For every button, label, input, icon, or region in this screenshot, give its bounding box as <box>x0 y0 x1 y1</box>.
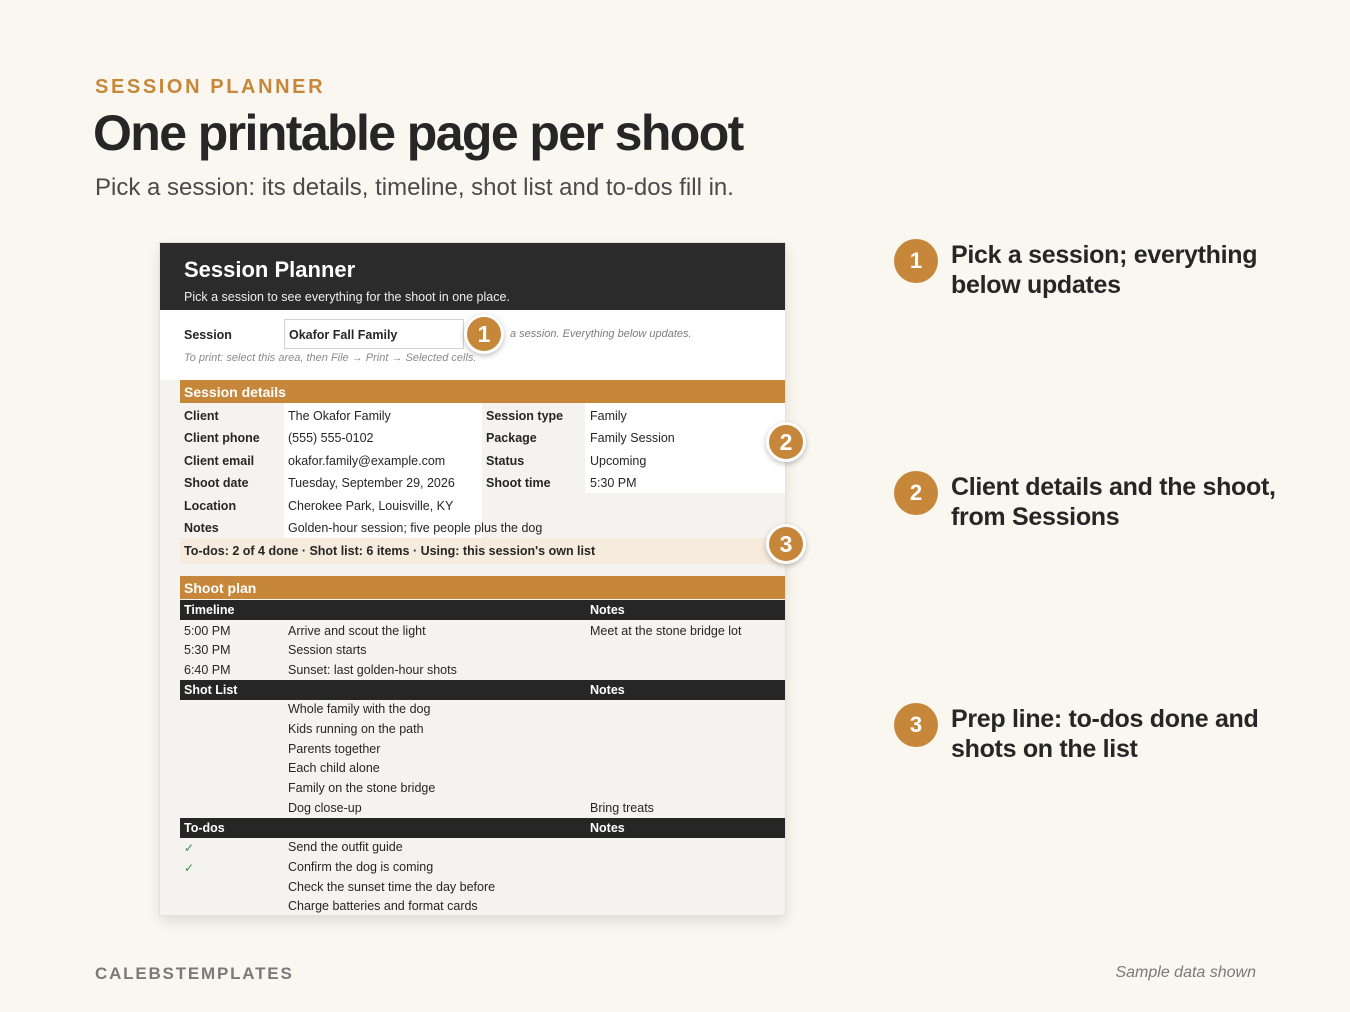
todos-title: To-dos <box>184 821 225 835</box>
detail-value: Tuesday, September 29, 2026 <box>288 476 455 490</box>
shoot-plan-header: Shoot plan <box>180 576 785 599</box>
detail-label: Package <box>486 431 537 445</box>
todo-item: Check the sunset time the day before <box>288 880 496 894</box>
shotlist-header <box>180 680 785 700</box>
detail-label: Shoot time <box>486 476 551 490</box>
detail-label: Session type <box>486 409 564 423</box>
shot-item: Parents together <box>288 742 381 756</box>
shotlist-title: Shot List <box>184 683 238 697</box>
details-value-column <box>284 403 482 538</box>
notes-column-header: Notes <box>590 683 625 697</box>
sample-data-note: Sample data shown <box>1115 964 1256 981</box>
detail-value: 5:30 PM <box>590 476 637 490</box>
detail-value: The Okafor Family <box>288 409 391 423</box>
timeline-time: 5:30 PM <box>184 643 231 657</box>
sheet-header <box>160 243 785 310</box>
shot-note: Bring treats <box>590 801 654 815</box>
detail-label: Client <box>184 409 219 423</box>
session-details-header: Session details <box>180 380 785 403</box>
detail-label: Notes <box>184 521 219 535</box>
todo-item: Send the outfit guide <box>288 840 403 854</box>
timeline-item: Session starts <box>288 643 367 657</box>
detail-value: Cherokee Park, Louisville, KY <box>288 499 454 513</box>
shot-item: Each child alone <box>288 761 380 775</box>
sheet-title: Session Planner <box>184 257 356 282</box>
todo-item: Confirm the dog is coming <box>288 860 434 874</box>
timeline-time: 5:00 PM <box>184 624 231 638</box>
detail-label: Client email <box>184 454 255 468</box>
detail-value: Family Session <box>590 431 675 445</box>
note-text-3: Prep line: to-dos done and shots on the list <box>951 705 1259 763</box>
detail-label: Location <box>184 499 237 513</box>
note-text-2: Client details and the shoot, from Sessions <box>951 473 1276 531</box>
timeline-note: Meet at the stone bridge lot <box>590 624 742 638</box>
callout-badge-1: 1 <box>464 314 504 354</box>
callout-badge-3: 3 <box>766 524 806 564</box>
notes-column-header: Notes <box>590 603 625 617</box>
detail-label: Shoot date <box>184 476 249 490</box>
shot-item: Dog close-up <box>288 801 362 815</box>
detail-label: Client phone <box>184 431 260 445</box>
timeline-time: 6:40 PM <box>184 663 231 677</box>
prep-summary-row: To-dos: 2 of 4 done · Shot list: 6 items · Using: this session's own list <box>180 538 785 564</box>
page-title: One printable page per shoot <box>93 105 743 161</box>
brand-name: CALEBSTEMPLATES <box>95 964 294 983</box>
callout-badge-2: 2 <box>766 422 806 462</box>
note-number-2: 2 <box>894 471 938 515</box>
timeline-header <box>180 600 785 620</box>
session-label: Session <box>184 328 232 342</box>
note-number-3: 3 <box>894 703 938 747</box>
shot-item: Kids running on the path <box>288 722 424 736</box>
check-icon[interactable]: ✓ <box>184 861 195 875</box>
note-text-1: Pick a session; everything below updates <box>951 241 1258 299</box>
todos-header <box>180 818 785 838</box>
detail-value: Upcoming <box>590 454 647 468</box>
print-hint: To print: select this area, then File → Print → Selected cells. <box>184 352 477 364</box>
timeline-item: Arrive and scout the light <box>288 624 426 638</box>
shot-item: Whole family with the dog <box>288 702 431 716</box>
note-number-1: 1 <box>894 239 938 283</box>
notes-column-header: Notes <box>590 821 625 835</box>
timeline-title: Timeline <box>184 603 235 617</box>
shot-item: Family on the stone bridge <box>288 781 436 795</box>
timeline-item: Sunset: last golden-hour shots <box>288 663 457 677</box>
session-dropdown[interactable]: Okafor Fall Family <box>284 319 464 349</box>
detail-value: Family <box>590 409 627 423</box>
detail-value: Golden-hour session; five people plus the dog <box>288 521 543 535</box>
page-subtitle: Pick a session: its details, timeline, shot list and to-dos fill in. <box>95 174 734 201</box>
eyebrow: SESSION PLANNER <box>95 76 326 98</box>
check-icon[interactable]: ✓ <box>184 841 195 855</box>
detail-value: (555) 555-0102 <box>288 431 374 445</box>
sheet-description: Pick a session to see everything for the shoot in one place. <box>184 290 510 304</box>
todo-item: Charge batteries and format cards <box>288 899 478 913</box>
detail-value: okafor.family@example.com <box>288 454 446 468</box>
session-hint: a session. Everything below updates. <box>510 328 692 340</box>
detail-label: Status <box>486 454 525 468</box>
